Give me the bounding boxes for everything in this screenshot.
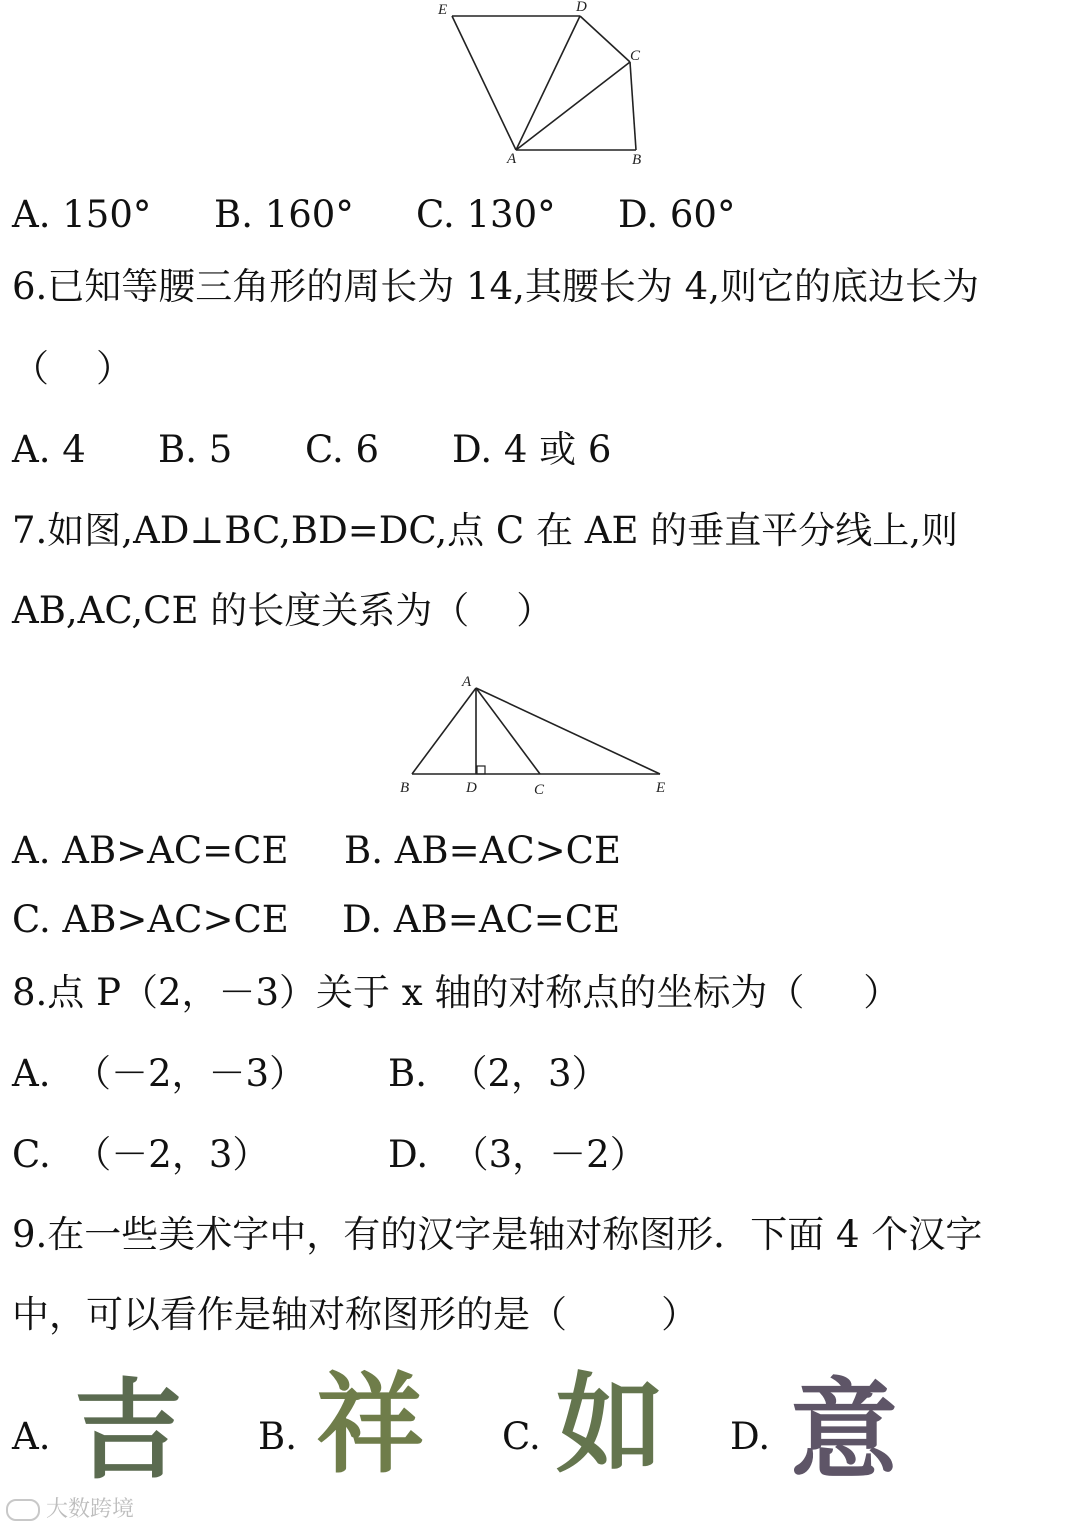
q8-option-c: C. （－2，3） bbox=[12, 1133, 270, 1176]
q9-option-c-char: 如 bbox=[556, 1363, 665, 1488]
q6-text: 6.已知等腰三角形的周长为 14,其腰长为 4,则它的底边长为 bbox=[12, 265, 979, 308]
figure-q5 bbox=[420, 0, 660, 175]
q6-bracket: （ ） bbox=[12, 347, 134, 390]
q9-option-c-label: C. bbox=[502, 1415, 541, 1458]
q7-option-a: A. AB>AC=CE bbox=[12, 829, 289, 872]
watermark bbox=[6, 1492, 134, 1523]
q6-option-a: A. 4 bbox=[12, 428, 86, 471]
q8-text: 8.点 P（2，－3）关于 x 轴的对称点的坐标为（ ） bbox=[12, 971, 901, 1014]
q7-text-line1: 7.如图,AD⊥BC,BD=DC,点 C 在 AE 的垂直平分线上,则 bbox=[12, 509, 958, 552]
fig5-label-d: D bbox=[576, 0, 587, 15]
q9-option-d-char: 意 bbox=[790, 1369, 899, 1494]
q9-option-a-label: A. bbox=[12, 1415, 51, 1458]
fig5-label-e: E bbox=[438, 2, 448, 18]
q7-text-line2: AB,AC,CE 的长度关系为（ ） bbox=[12, 589, 554, 632]
q5-option-b: B. 160° bbox=[214, 193, 354, 236]
watermark-text: 大数跨境 bbox=[46, 1497, 135, 1522]
q9-option-a-char: 吉 bbox=[74, 1369, 183, 1494]
q7-option-c: C. AB>AC>CE bbox=[12, 898, 289, 941]
fig5-label-c: C bbox=[630, 48, 641, 64]
watermark-logo-icon bbox=[6, 1499, 40, 1521]
fig7-label-c: C bbox=[534, 782, 545, 798]
q9-option-b-label: B. bbox=[258, 1415, 297, 1458]
q5-option-a: A. 150° bbox=[12, 193, 152, 236]
q9-text-line1: 9.在一些美术字中，有的汉字是轴对称图形．下面 4 个汉字 bbox=[12, 1213, 983, 1256]
fig5-label-a: A bbox=[507, 151, 517, 167]
q8-option-b: B. （2，3） bbox=[388, 1052, 609, 1095]
fig7-label-e: E bbox=[656, 780, 666, 796]
q9-option-d-label: D. bbox=[730, 1415, 771, 1458]
figure-q7 bbox=[390, 668, 690, 800]
fig7-label-d: D bbox=[466, 780, 477, 796]
q5-option-d: D. 60° bbox=[618, 193, 736, 236]
q8-option-d: D. （3，－2） bbox=[388, 1133, 647, 1176]
q9-option-b-char: 祥 bbox=[316, 1363, 425, 1488]
q8-option-a: A. （－2，－3） bbox=[12, 1052, 307, 1095]
q5-option-c: C. 130° bbox=[416, 193, 556, 236]
q6-option-d: D. 4 或 6 bbox=[452, 428, 612, 471]
fig5-label-b: B bbox=[632, 152, 642, 168]
fig7-label-b: B bbox=[400, 780, 410, 796]
q6-option-c: C. 6 bbox=[305, 428, 380, 471]
q9-text-line2: 中，可以看作是轴对称图形的是（ ） bbox=[12, 1293, 699, 1336]
q6-option-b: B. 5 bbox=[158, 428, 233, 471]
q7-option-d: D. AB=AC=CE bbox=[342, 898, 621, 941]
q7-option-b: B. AB=AC>CE bbox=[344, 829, 621, 872]
fig7-label-a: A bbox=[462, 674, 472, 690]
